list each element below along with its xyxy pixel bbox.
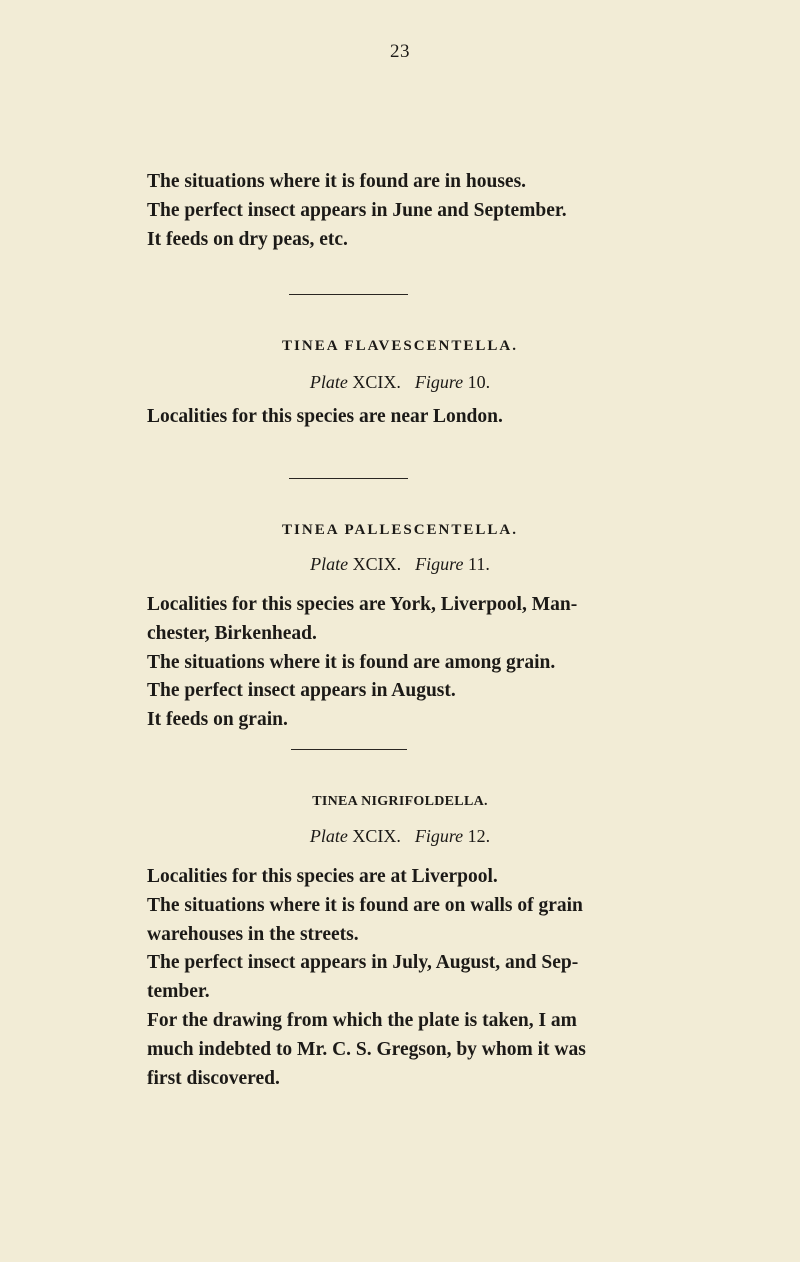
page-number: 23 bbox=[390, 41, 410, 62]
species-heading: TINEA FLAVESCENTELLA. bbox=[282, 338, 518, 354]
figure-label: Figure bbox=[414, 826, 464, 846]
plate-label: Plate bbox=[309, 372, 348, 392]
section-divider bbox=[289, 478, 408, 479]
text-line: The perfect insect appears in August. bbox=[147, 680, 456, 702]
plate-label: Plate bbox=[310, 554, 349, 574]
figure-number: 10. bbox=[467, 372, 491, 392]
plate-figure-reference bbox=[0, 372, 800, 393]
plate-number: XCIX. bbox=[352, 826, 401, 846]
species-description bbox=[147, 403, 627, 432]
species-heading: TINEA PALLESCENTELLA. bbox=[282, 522, 518, 538]
plate-figure-reference bbox=[0, 826, 800, 847]
text-line: warehouses in the streets. bbox=[147, 923, 359, 945]
intro-paragraph bbox=[147, 168, 627, 254]
text-line: The situations where it is found are among grain. bbox=[147, 651, 556, 673]
text-line: Localities for this species are near London. bbox=[147, 406, 503, 427]
plate-number: XCIX. bbox=[352, 554, 402, 574]
text-line: The perfect insect appears in June and September. bbox=[147, 199, 567, 221]
text-line: much indebted to Mr. C. S. Gregson, by whom it was bbox=[147, 1038, 586, 1060]
section-divider bbox=[289, 294, 408, 295]
plate-figure-reference bbox=[0, 554, 800, 575]
text-line: The perfect insect appears in July, August, and Sep- bbox=[147, 952, 579, 974]
species-description bbox=[147, 863, 627, 1093]
text-line: Localities for this species are York, Liverpool, Man- bbox=[147, 594, 578, 615]
text-line: The situations where it is found are in houses. bbox=[147, 171, 527, 192]
plate-label: Plate bbox=[309, 826, 348, 846]
figure-label: Figure bbox=[415, 554, 464, 574]
species-description bbox=[147, 591, 627, 735]
species-heading: TINEA NIGRIFOLDELLA. bbox=[312, 794, 488, 809]
text-line: chester, Birkenhead. bbox=[147, 622, 317, 644]
section-divider bbox=[291, 749, 407, 750]
figure-label: Figure bbox=[414, 372, 464, 392]
text-line: Localities for this species are at Liverpool. bbox=[147, 866, 498, 887]
figure-number: 12. bbox=[467, 826, 491, 846]
text-line: It feeds on dry peas, etc. bbox=[147, 228, 348, 250]
text-line: first discovered. bbox=[147, 1067, 280, 1089]
figure-number: 11. bbox=[467, 554, 490, 574]
text-line: The situations where it is found are on walls of grain bbox=[147, 894, 583, 916]
text-line: It feeds on grain. bbox=[147, 709, 288, 731]
text-line: tember. bbox=[147, 981, 210, 1003]
text-line: For the drawing from which the plate is taken, I am bbox=[147, 1009, 577, 1031]
plate-number: XCIX. bbox=[352, 372, 401, 392]
